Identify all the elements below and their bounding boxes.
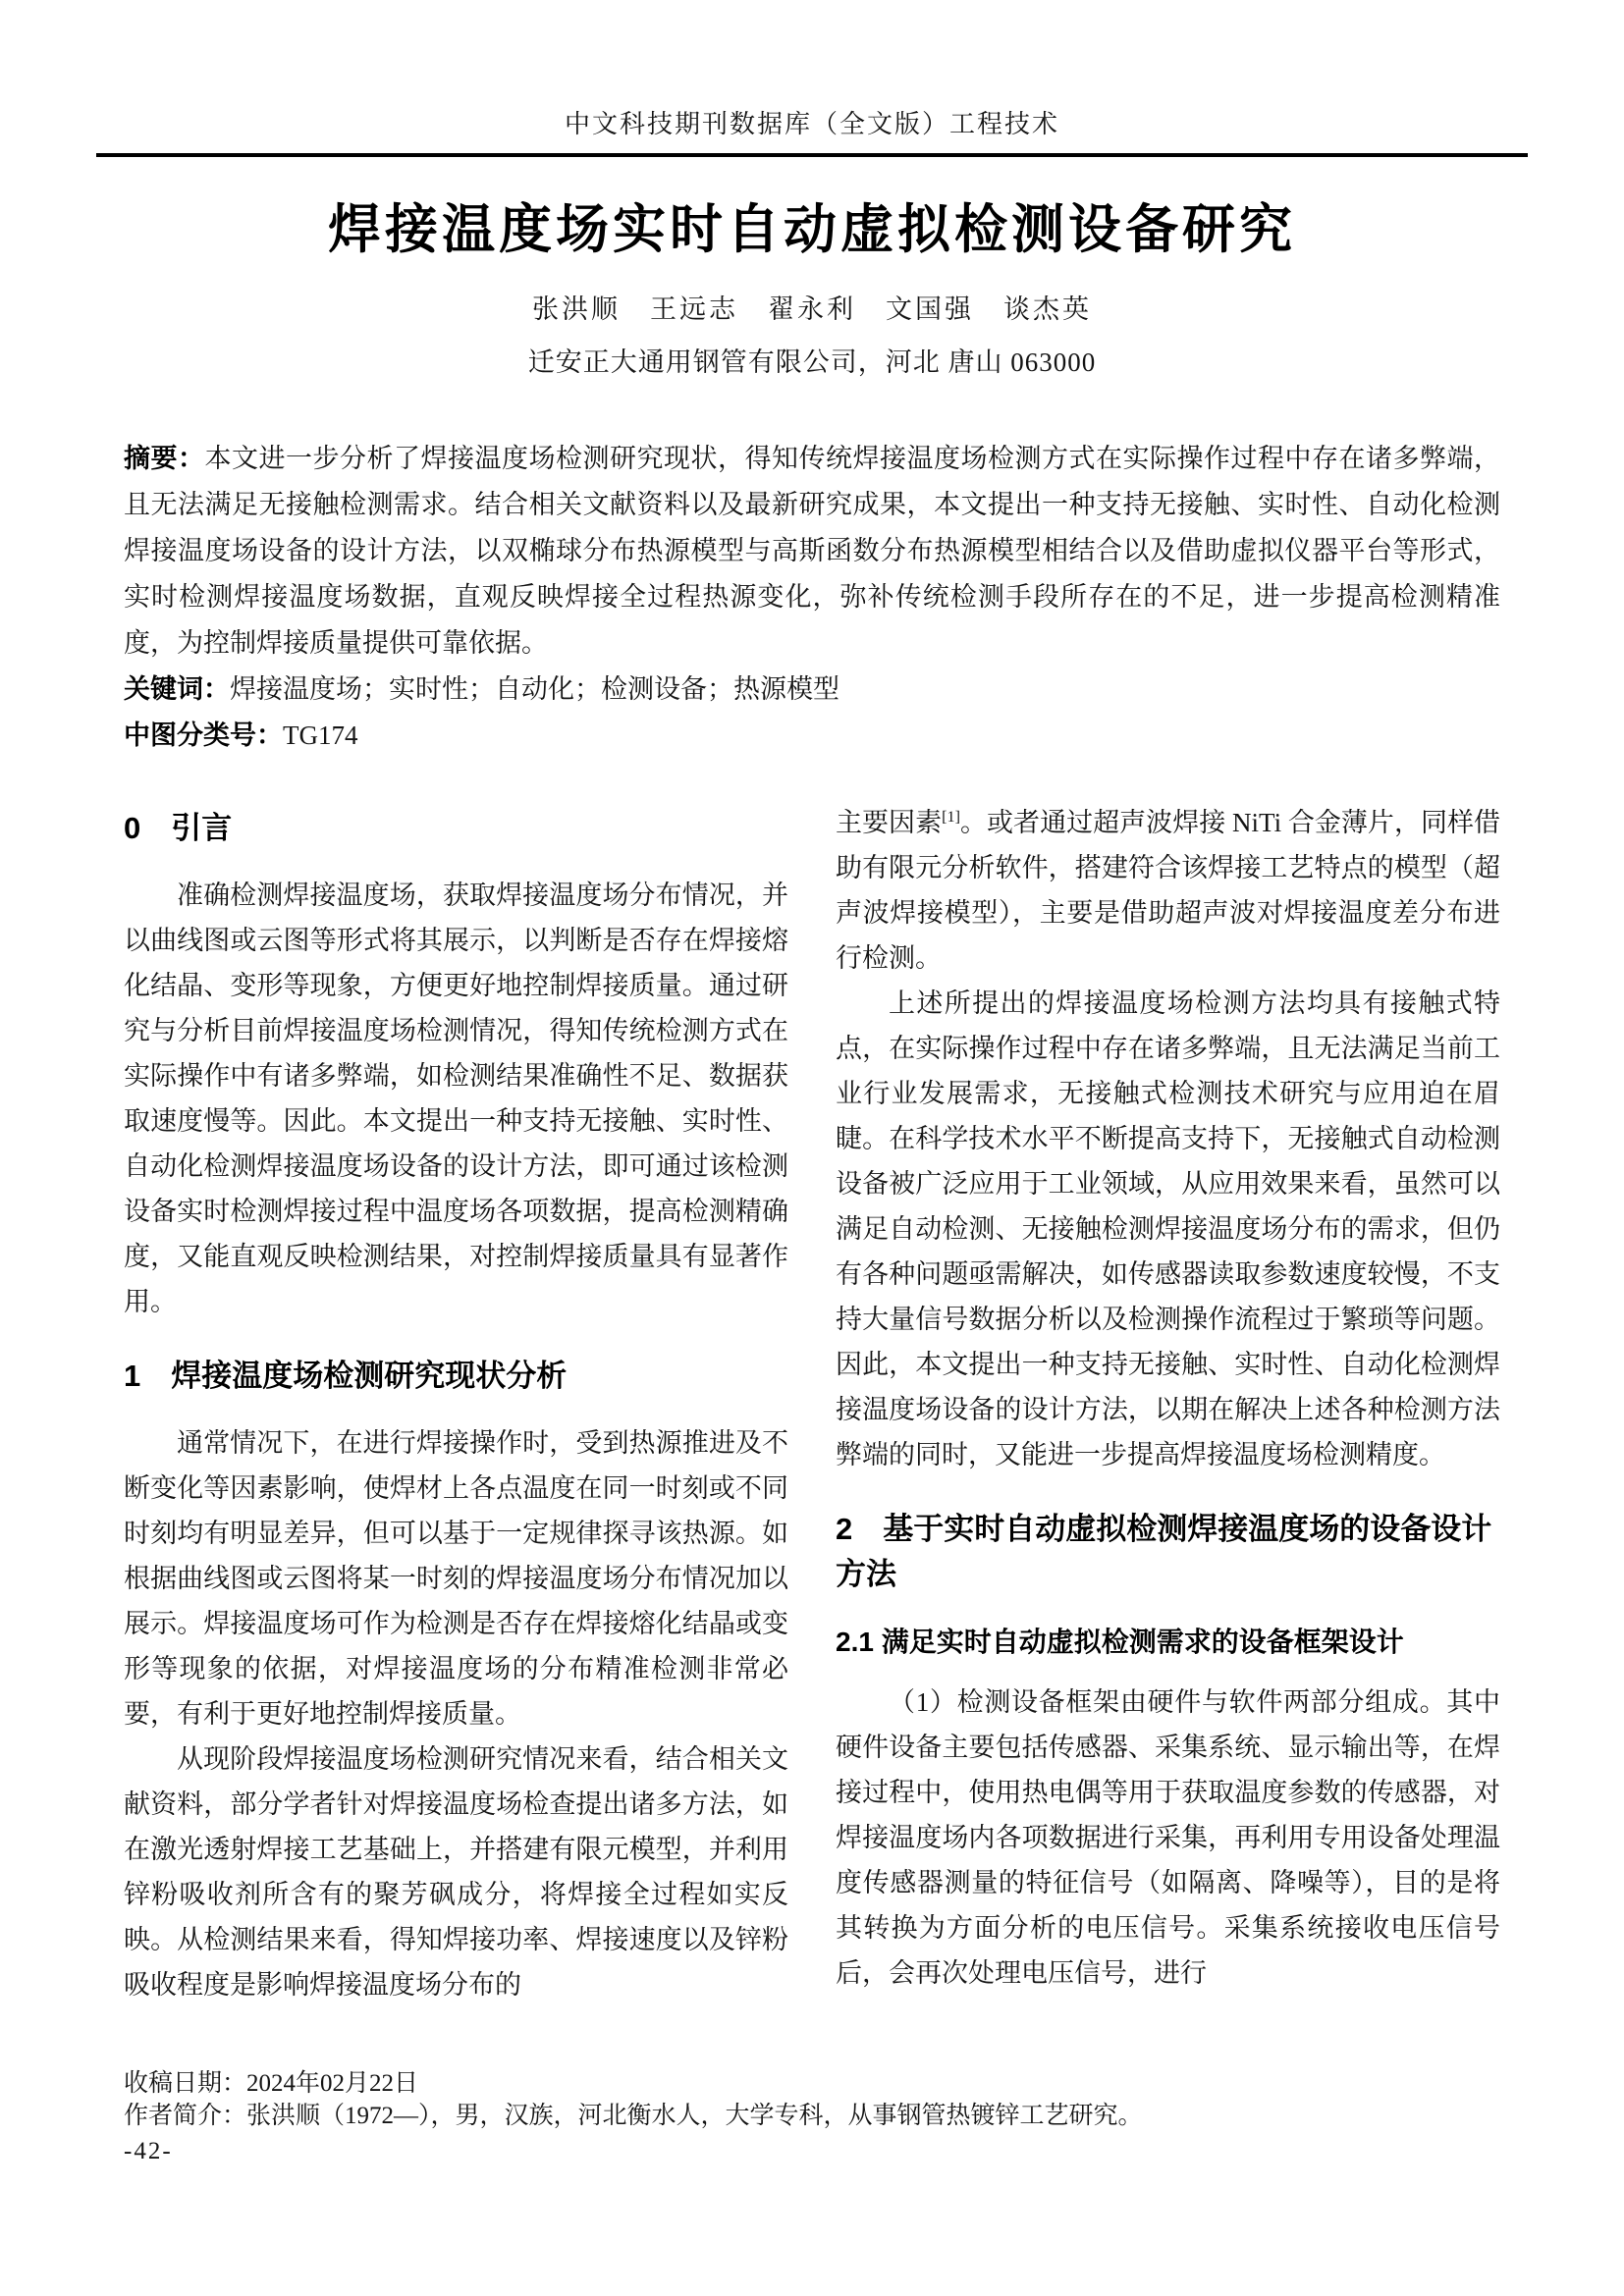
page-number: -42- <box>124 2138 173 2164</box>
section-1-paragraph-2: 从现阶段焊接温度场检测研究情况来看，结合相关文献资料，部分学者针对焊接温度场检查提出诸多方法，如在激光透射焊接工艺基础上，并搭建有限元模型，并利用锌粉吸收剂所含有的聚芳砜成分，将焊接全过程如实反映。从检测结果来看，得知焊接功率、焊接速度以及锌粉吸收程度是影响焊接温度场分布的 <box>124 1744 788 2000</box>
keywords <box>124 667 1500 713</box>
journal-header: 中文科技期刊数据库（全文版）工程技术 <box>564 110 1059 138</box>
section-1-paragraph-2-continuation <box>836 800 1500 981</box>
received-date: 收稿日期：2024年02月22日 <box>124 2070 419 2097</box>
clc <box>124 713 1500 759</box>
section-0-heading: 0 引言 <box>124 811 233 845</box>
abstract-text: 本文进一步分析了焊接温度场检测研究现状，得知传统焊接温度场检测方式在实际操作过程中存在诸多弊端，且无法满足无接触检测需求。结合相关文献资料以及最新研究成果，本文提出一种支持无接触、实时性、自动化检测焊接温度场设备的设计方法，以双椭球分布热源模型与高斯函数分布热源模型相结合以及借助虚拟仪器平台等形式，实时检测焊接温度场数据，直观反映焊接全过程热源变化，弥补传统检测手段所存在的不足，进一步提高检测精准度，为控制焊接质量提供可靠依据。 <box>124 444 1500 658</box>
section-2-heading: 2 基于实时自动虚拟检测焊接温度场的设备设计方法 <box>836 1512 1492 1591</box>
abstract <box>124 436 1500 667</box>
keywords-label: 关键词： <box>124 674 230 704</box>
meta-block <box>124 436 1500 759</box>
two-column-body <box>124 800 1500 2007</box>
affiliation-line: 迁安正大通用钢管有限公司，河北 唐山 063000 <box>527 347 1097 377</box>
section-1-paragraph-3: 上述所提出的焊接温度场检测方法均具有接触式特点，在实际操作过程中存在诸多弊端，且无法满足当前工业行业发展需求，无接触式检测技术研究与应用迫在眉睫。在科学技术水平不断提高支持下，无接触式自动检测设备被广泛应用于工业领域，从应用效果来看，虽然可以满足自动检测、无接触检测焊接温度场分布的需求，但仍有各种问题亟需解决，如传感器读取参数速度较慢，不支持大量信号数据分析以及检测操作流程过于繁琐等问题。因此，本文提出一种支持无接触、实时性、自动化检测焊接温度场设备的设计方法，以期在解决上述各种检测方法弊端的同时，又能进一步提高焊接温度场检测精度。 <box>836 988 1500 1469</box>
column-left <box>124 800 788 2007</box>
abstract-label: 摘要： <box>124 444 205 473</box>
header-rule <box>96 153 1528 157</box>
section-1-paragraph-1: 通常情况下，在进行焊接操作时，受到热源推进及不断变化等因素影响，使焊材上各点温度在同一时刻或不同时刻均有明显差异，但可以基于一定规律探寻该热源。如根据曲线图或云图将某一时刻的焊接温度场分布情况加以展示。焊接温度场可作为检测是否存在焊接熔化结晶或变形等现象的依据，对焊接温度场的分布精准检测非常必要，有利于更好地控制焊接质量。 <box>124 1428 788 1729</box>
section-0-paragraph: 准确检测焊接温度场，获取焊接温度场分布情况，并以曲线图或云图等形式将其展示，以判断是否存在焊接熔化结晶、变形等现象，方便更好地控制焊接质量。通过研究与分析目前焊接温度场检测情况，得知传统检测方式在实际操作中有诸多弊端，如检测结果准确性不足、数据获取速度慢等。因此。本文提出一种支持无接触、实时性、自动化检测焊接温度场设备的设计方法，即可通过该检测设备实时检测焊接过程中温度场各项数据，提高检测精确度，又能直观反映检测结果，对控制焊接质量具有显著作用。 <box>124 881 788 1316</box>
continuation-text: 主要因素 <box>836 808 943 837</box>
footnote-block <box>124 2067 1500 2167</box>
continuation-text-rest: 。或者通过超声波焊接 NiTi 合金薄片，同样借助有限元分析软件，搭建符合该焊接工艺特点的模型（超声波焊接模型），主要是借助超声波对焊接温度差分布进行检测。 <box>836 808 1501 973</box>
column-right <box>836 800 1500 2007</box>
paper-title: 焊接温度场实时自动虚拟检测设备研究 <box>328 200 1296 259</box>
section-1-heading: 1 焊接温度场检测研究现状分析 <box>124 1359 568 1393</box>
reference-marker-1: [1] <box>942 808 960 826</box>
author-bio: 作者简介：张洪顺（1972—），男，汉族，河北衡水人，大学专科，从事钢管热镀锌工艺研究。 <box>124 2103 1143 2129</box>
authors-line: 张洪顺 王远志 翟永利 文国强 谈杰英 <box>532 294 1092 324</box>
clc-text: TG174 <box>283 721 358 750</box>
keywords-text: 焊接温度场；实时性；自动化；检测设备；热源模型 <box>230 674 839 704</box>
clc-label: 中图分类号： <box>124 721 283 750</box>
section-2-1-heading: 2.1 满足实时自动虚拟检测需求的设备框架设计 <box>836 1627 1404 1657</box>
section-2-1-paragraph-1: （1）检测设备框架由硬件与软件两部分组成。其中硬件设备主要包括传感器、采集系统、显示输出等，在焊接过程中，使用热电偶等用于获取温度参数的传感器，对焊接温度场内各项数据进行采集，再利用专用设备处理温度传感器测量的特征信号（如隔离、降噪等），目的是将其转换为方面分析的电压信号。采集系统接收电压信号后，会再次处理电压信号，进行 <box>836 1687 1500 1988</box>
